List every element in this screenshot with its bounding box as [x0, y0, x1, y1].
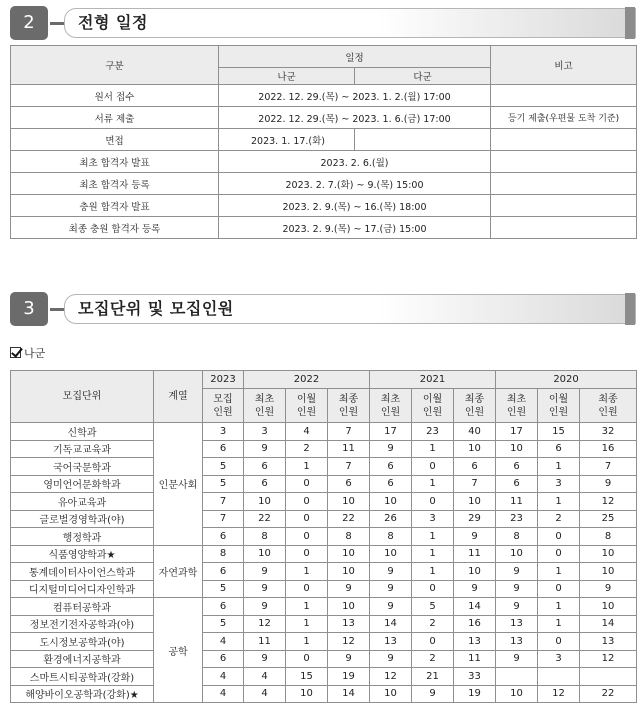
count-cell: 6 [203, 563, 244, 581]
unit-name: 정보전기전자공학과(야) [11, 615, 154, 633]
col-header-iwol: 이월 인원 [286, 389, 328, 423]
count-cell: 26 [370, 510, 412, 528]
count-cell: 9 [244, 580, 286, 598]
row-note [491, 217, 637, 239]
table-row [11, 85, 637, 107]
count-cell: 10 [454, 563, 496, 581]
count-cell: 5 [203, 580, 244, 598]
table-row [11, 633, 637, 651]
count-cell: 7 [203, 493, 244, 511]
unit-name: 스마트시티공학과(강화) [11, 668, 154, 686]
count-cell: 1 [286, 598, 328, 616]
schedule-table [10, 45, 637, 239]
col-header-choecho: 최초 인원 [370, 389, 412, 423]
count-cell: 15 [286, 668, 328, 686]
count-cell: 13 [496, 615, 538, 633]
col-header-da: 다군 [355, 68, 491, 85]
count-cell: 9 [244, 563, 286, 581]
unit-name: 신학과 [11, 423, 154, 441]
row-date: 2023. 1. 17.(화) [219, 129, 355, 151]
col-header-choejong: 최종 인원 [328, 389, 370, 423]
count-cell: 1 [538, 493, 580, 511]
row-note [491, 129, 637, 151]
count-cell: 0 [412, 458, 454, 476]
field-name: 자연과학 [154, 545, 203, 598]
count-cell: 6 [203, 528, 244, 546]
unit-name: 통계데이터사이언스학과 [11, 563, 154, 581]
unit-name: 글로벌경영학과(야) [11, 510, 154, 528]
count-cell: 14 [580, 615, 637, 633]
group-label [10, 346, 45, 362]
count-cell: 13 [328, 615, 370, 633]
count-cell: 8 [496, 528, 538, 546]
table-row [11, 217, 637, 239]
col-header-iwol: 이월 인원 [538, 389, 580, 423]
table-row [11, 563, 637, 581]
count-cell: 10 [328, 545, 370, 563]
count-cell: 0 [538, 545, 580, 563]
row-label: 원서 접수 [11, 85, 219, 107]
col-header-2021: 2021 [370, 371, 496, 389]
count-cell: 8 [580, 528, 637, 546]
count-cell: 14 [370, 615, 412, 633]
col-header-choejong: 최종 인원 [454, 389, 496, 423]
count-cell: 16 [454, 615, 496, 633]
table-row [11, 195, 637, 217]
count-cell: 14 [454, 598, 496, 616]
count-cell: 0 [286, 580, 328, 598]
count-cell: 1 [412, 475, 454, 493]
table-row [11, 423, 637, 441]
unit-name: 영미언어문화학과 [11, 475, 154, 493]
count-cell: 4 [203, 685, 244, 703]
table-row [11, 580, 637, 598]
count-cell: 0 [412, 580, 454, 598]
count-cell: 1 [286, 563, 328, 581]
unit-name: 식품영양학과★ [11, 545, 154, 563]
count-cell: 6 [244, 458, 286, 476]
col-header-na: 나군 [219, 68, 355, 85]
count-cell: 16 [580, 440, 637, 458]
count-cell: 19 [454, 685, 496, 703]
count-cell: 1 [412, 545, 454, 563]
count-cell: 12 [370, 668, 412, 686]
count-cell: 10 [370, 685, 412, 703]
table-row [11, 615, 637, 633]
col-header-mojip: 모집 인원 [203, 389, 244, 423]
count-cell: 0 [538, 528, 580, 546]
table-row [11, 510, 637, 528]
header-bar [64, 8, 636, 38]
count-cell: 10 [496, 685, 538, 703]
count-cell: 12 [538, 685, 580, 703]
count-cell: 10 [496, 545, 538, 563]
unit-name: 도시정보공학과(야) [11, 633, 154, 651]
count-cell: 0 [412, 493, 454, 511]
col-header-field: 계열 [154, 371, 203, 423]
table-row [11, 107, 637, 129]
count-cell [580, 668, 637, 686]
count-cell: 1 [538, 563, 580, 581]
col-header-bigo: 비고 [491, 46, 637, 85]
count-cell: 1 [286, 633, 328, 651]
count-cell: 2 [412, 650, 454, 668]
table-row [11, 685, 637, 703]
count-cell: 1 [538, 615, 580, 633]
col-header-choejong: 최종 인원 [580, 389, 637, 423]
count-cell: 2 [412, 615, 454, 633]
row-date: 2023. 2. 9.(목) ~ 16.(목) 18:00 [219, 195, 491, 217]
count-cell: 1 [286, 615, 328, 633]
count-cell: 10 [580, 563, 637, 581]
count-cell: 3 [203, 423, 244, 441]
count-cell: 23 [412, 423, 454, 441]
count-cell: 9 [370, 580, 412, 598]
count-cell: 0 [286, 545, 328, 563]
count-cell: 10 [580, 598, 637, 616]
unit-name: 행정학과 [11, 528, 154, 546]
count-cell: 10 [244, 493, 286, 511]
count-cell: 5 [412, 598, 454, 616]
count-cell: 17 [496, 423, 538, 441]
count-cell [538, 668, 580, 686]
count-cell: 9 [496, 580, 538, 598]
count-cell: 4 [203, 633, 244, 651]
row-date: 2023. 2. 7.(화) ~ 9.(목) 15:00 [219, 173, 491, 195]
count-cell: 6 [244, 475, 286, 493]
count-cell: 32 [580, 423, 637, 441]
count-cell: 6 [203, 650, 244, 668]
count-cell: 9 [370, 598, 412, 616]
count-cell: 0 [286, 510, 328, 528]
count-cell: 8 [370, 528, 412, 546]
count-cell: 11 [454, 545, 496, 563]
row-label: 최초 합격자 등록 [11, 173, 219, 195]
count-cell: 11 [496, 493, 538, 511]
row-date: 2023. 2. 9.(목) ~ 17.(금) 15:00 [219, 217, 491, 239]
count-cell: 0 [538, 633, 580, 651]
count-cell: 0 [286, 475, 328, 493]
count-cell: 9 [370, 440, 412, 458]
count-cell: 3 [538, 475, 580, 493]
count-cell: 4 [244, 668, 286, 686]
count-cell: 9 [244, 440, 286, 458]
count-cell: 10 [286, 685, 328, 703]
section-3-header [10, 292, 636, 326]
section-number: 2 [10, 6, 48, 40]
header-connector [50, 22, 64, 25]
row-note [491, 151, 637, 173]
count-cell: 10 [454, 493, 496, 511]
count-cell: 8 [328, 528, 370, 546]
count-cell: 6 [203, 440, 244, 458]
count-cell: 12 [244, 615, 286, 633]
row-note [491, 85, 637, 107]
count-cell: 4 [286, 423, 328, 441]
unit-name: 환경에너지공학과 [11, 650, 154, 668]
count-cell: 9 [496, 598, 538, 616]
count-cell: 11 [244, 633, 286, 651]
section-2-header [10, 6, 636, 40]
count-cell: 6 [538, 440, 580, 458]
recruitment-units-table [10, 370, 637, 703]
count-cell: 15 [538, 423, 580, 441]
section-number: 3 [10, 292, 48, 326]
group-label-text: 나군 [24, 347, 46, 360]
count-cell: 10 [244, 545, 286, 563]
count-cell: 12 [328, 633, 370, 651]
count-cell: 5 [203, 475, 244, 493]
count-cell: 9 [412, 685, 454, 703]
count-cell: 7 [454, 475, 496, 493]
row-date-da [355, 129, 491, 151]
count-cell [496, 668, 538, 686]
count-cell: 23 [496, 510, 538, 528]
count-cell: 1 [412, 528, 454, 546]
col-header-iwol: 이월 인원 [412, 389, 454, 423]
count-cell: 10 [580, 545, 637, 563]
count-cell: 9 [370, 563, 412, 581]
row-label: 면접 [11, 129, 219, 151]
count-cell: 0 [538, 580, 580, 598]
section-title: 전형 일정 [78, 13, 148, 32]
col-header-2022: 2022 [244, 371, 370, 389]
row-date: 2022. 12. 29.(목) ~ 2023. 1. 6.(금) 17:00 [219, 107, 491, 129]
row-date: 2023. 2. 6.(월) [219, 151, 491, 173]
count-cell: 13 [496, 633, 538, 651]
row-note: 등기 제출(우편물 도착 기준) [491, 107, 637, 129]
count-cell: 12 [580, 650, 637, 668]
count-cell: 10 [454, 440, 496, 458]
count-cell: 9 [328, 650, 370, 668]
count-cell: 1 [538, 598, 580, 616]
count-cell: 13 [580, 633, 637, 651]
table-row [11, 129, 637, 151]
count-cell: 6 [203, 598, 244, 616]
unit-name: 해양바이오공학과(강화)★ [11, 685, 154, 703]
count-cell: 6 [496, 458, 538, 476]
table-row [11, 545, 637, 563]
table-row [11, 173, 637, 195]
count-cell: 9 [580, 580, 637, 598]
count-cell: 9 [496, 563, 538, 581]
count-cell: 3 [244, 423, 286, 441]
count-cell: 4 [244, 685, 286, 703]
count-cell: 0 [286, 493, 328, 511]
count-cell: 10 [370, 493, 412, 511]
table-row [11, 650, 637, 668]
row-label: 서류 제출 [11, 107, 219, 129]
count-cell: 6 [328, 475, 370, 493]
count-cell: 11 [328, 440, 370, 458]
checkbox-checked-icon [10, 347, 21, 358]
count-cell: 0 [412, 633, 454, 651]
count-cell: 5 [203, 458, 244, 476]
count-cell: 8 [244, 528, 286, 546]
count-cell: 7 [328, 458, 370, 476]
col-header-unit: 모집단위 [11, 371, 154, 423]
count-cell: 33 [454, 668, 496, 686]
count-cell: 10 [496, 440, 538, 458]
count-cell: 6 [370, 458, 412, 476]
col-header-2020: 2020 [496, 371, 637, 389]
count-cell: 8 [203, 545, 244, 563]
count-cell: 12 [580, 493, 637, 511]
row-label: 충원 합격자 발표 [11, 195, 219, 217]
count-cell: 22 [244, 510, 286, 528]
count-cell: 25 [580, 510, 637, 528]
count-cell: 2 [538, 510, 580, 528]
count-cell: 10 [328, 598, 370, 616]
field-name: 공학 [154, 598, 203, 703]
count-cell: 4 [203, 668, 244, 686]
count-cell: 9 [496, 650, 538, 668]
count-cell: 1 [538, 458, 580, 476]
count-cell: 0 [286, 528, 328, 546]
table-row [11, 458, 637, 476]
count-cell: 5 [203, 615, 244, 633]
count-cell: 0 [286, 650, 328, 668]
unit-name: 컴퓨터공학과 [11, 598, 154, 616]
count-cell: 22 [580, 685, 637, 703]
count-cell: 1 [412, 440, 454, 458]
count-cell: 19 [328, 668, 370, 686]
count-cell: 9 [454, 528, 496, 546]
count-cell: 10 [370, 545, 412, 563]
count-cell: 9 [328, 580, 370, 598]
count-cell: 3 [412, 510, 454, 528]
count-cell: 9 [580, 475, 637, 493]
header-connector [50, 308, 64, 311]
unit-name: 국어국문학과 [11, 458, 154, 476]
table-row [11, 598, 637, 616]
unit-name: 디지털미디어디자인학과 [11, 580, 154, 598]
col-header-choecho: 최초 인원 [496, 389, 538, 423]
field-name: 인문사회 [154, 423, 203, 546]
count-cell: 13 [370, 633, 412, 651]
row-note [491, 173, 637, 195]
count-cell: 17 [370, 423, 412, 441]
count-cell: 7 [580, 458, 637, 476]
count-cell: 3 [538, 650, 580, 668]
count-cell: 9 [370, 650, 412, 668]
count-cell: 11 [454, 650, 496, 668]
count-cell: 7 [203, 510, 244, 528]
count-cell: 7 [328, 423, 370, 441]
count-cell: 10 [328, 563, 370, 581]
count-cell: 1 [286, 458, 328, 476]
table-row [11, 475, 637, 493]
col-header-2023: 2023 [203, 371, 244, 389]
count-cell: 1 [412, 563, 454, 581]
count-cell: 21 [412, 668, 454, 686]
count-cell: 9 [244, 598, 286, 616]
section-title: 모집단위 및 모집인원 [78, 299, 234, 318]
count-cell: 29 [454, 510, 496, 528]
row-note [491, 195, 637, 217]
table-row [11, 151, 637, 173]
table-row [11, 493, 637, 511]
count-cell: 22 [328, 510, 370, 528]
count-cell: 2 [286, 440, 328, 458]
table-row [11, 440, 637, 458]
row-label: 최초 합격자 발표 [11, 151, 219, 173]
count-cell: 9 [454, 580, 496, 598]
table-row [11, 528, 637, 546]
col-header-gubun: 구분 [11, 46, 219, 85]
col-header-iljeong: 일정 [219, 46, 491, 68]
unit-name: 기독교교육과 [11, 440, 154, 458]
count-cell: 6 [496, 475, 538, 493]
col-header-choecho: 최초 인원 [244, 389, 286, 423]
count-cell: 9 [244, 650, 286, 668]
table-row [11, 668, 637, 686]
count-cell: 40 [454, 423, 496, 441]
count-cell: 10 [328, 493, 370, 511]
row-date: 2022. 12. 29.(목) ~ 2023. 1. 2.(월) 17:00 [219, 85, 491, 107]
row-label: 최종 충원 합격자 등록 [11, 217, 219, 239]
count-cell: 6 [454, 458, 496, 476]
unit-name: 유아교육과 [11, 493, 154, 511]
count-cell: 14 [328, 685, 370, 703]
count-cell: 13 [454, 633, 496, 651]
count-cell: 6 [370, 475, 412, 493]
